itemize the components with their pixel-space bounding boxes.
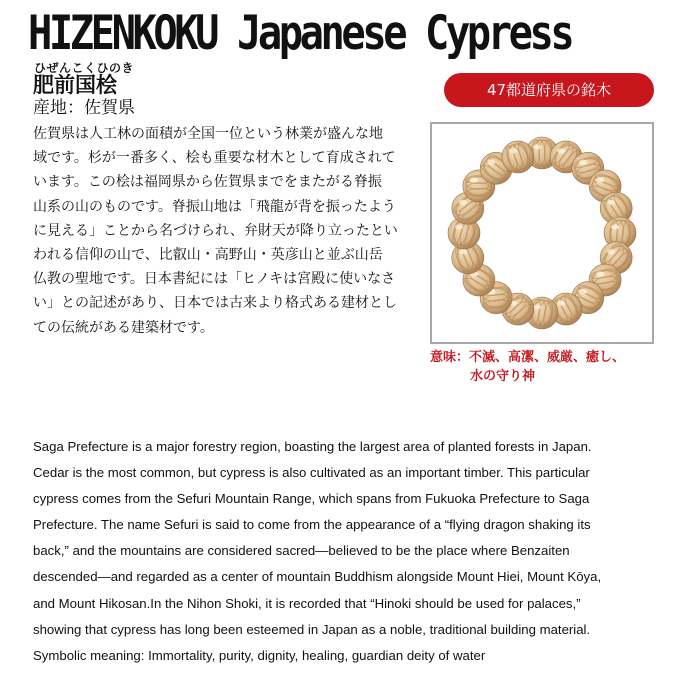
en-line: back,” and the mountains are considered sacred—believed to be the place where Benzaiten <box>33 543 570 559</box>
en-line: Cedar is the most common, but cypress is also cultivated as an important timber. This particular <box>33 465 590 481</box>
bracelet-image <box>432 124 652 342</box>
jp-line: ての伝統がある建築材です。 <box>33 319 214 336</box>
furigana-reading: ひぜんこくひのき <box>34 61 135 75</box>
en-line: and Mount Hikosan.In the Nihon Shoki, it is recorded that “Hinoki should be used for palaces,” <box>33 595 581 611</box>
wood-name: 肥前国桧 <box>33 73 117 97</box>
japanese-description <box>33 122 433 340</box>
meaning-line: 水の守り神 <box>470 369 536 384</box>
en-line: Prefecture. The name Sefuri is said to come from the appearance of a “flying dragon shaking its <box>33 517 591 533</box>
en-line: Saga Prefecture is a major forestry region, boasting the largest area of planted forests in Japan. <box>33 439 592 454</box>
product-title: HIZENKOKU Japanese Cypress <box>28 6 572 61</box>
en-line: showing that cypress has long been esteemed in Japan as a noble, traditional building material. <box>33 621 591 637</box>
en-line: cypress comes from the Sefuri Mountain Range, which spans from Fukuoka Prefecture to Saga <box>33 491 590 507</box>
meaning-text <box>430 348 625 386</box>
jp-line: 仏教の聖地です。日本書紀には「ヒノキは宮殿に使いなさ <box>33 271 396 288</box>
origin-label: 産地：佐賀県 <box>33 98 135 118</box>
meaning-line: 意味：不滅、高潔、威厳、癒し、 <box>430 350 626 365</box>
jp-line: 山系の山のものです。脊振山地は「飛龍が背を振ったよう <box>33 198 396 215</box>
jp-line: 佐賀県は人工林の面積が全国一位という林業が盛んな地 <box>33 126 383 142</box>
prefecture-badge: 47都道府県の銘木 <box>444 73 654 107</box>
jp-line: に見える」ことから名づけられ、弁財天が降り立ったとい <box>33 222 398 239</box>
product-photo-frame <box>430 122 654 344</box>
en-line: descended—and regarded as a center of mountain Buddhism alongside Mount Hiei, Mount Kōya, <box>33 569 602 585</box>
jp-line: います。この桧は福岡県から佐賀県までをまたがる脊振 <box>33 174 382 191</box>
en-line: Symbolic meaning: Immortality, purity, dignity, healing, guardian deity of water <box>33 647 486 663</box>
bead <box>502 141 534 173</box>
english-description <box>33 434 683 669</box>
jp-line: われる信仰の山で、比叡山・高野山・英彦山と並ぶ山岳 <box>33 247 383 264</box>
jp-line: 域です。杉が一番多く、桧も重要な材木として育成されて <box>33 150 396 167</box>
jp-line: い」との記述があり、日本では古来より格式ある建材とし <box>33 295 397 312</box>
